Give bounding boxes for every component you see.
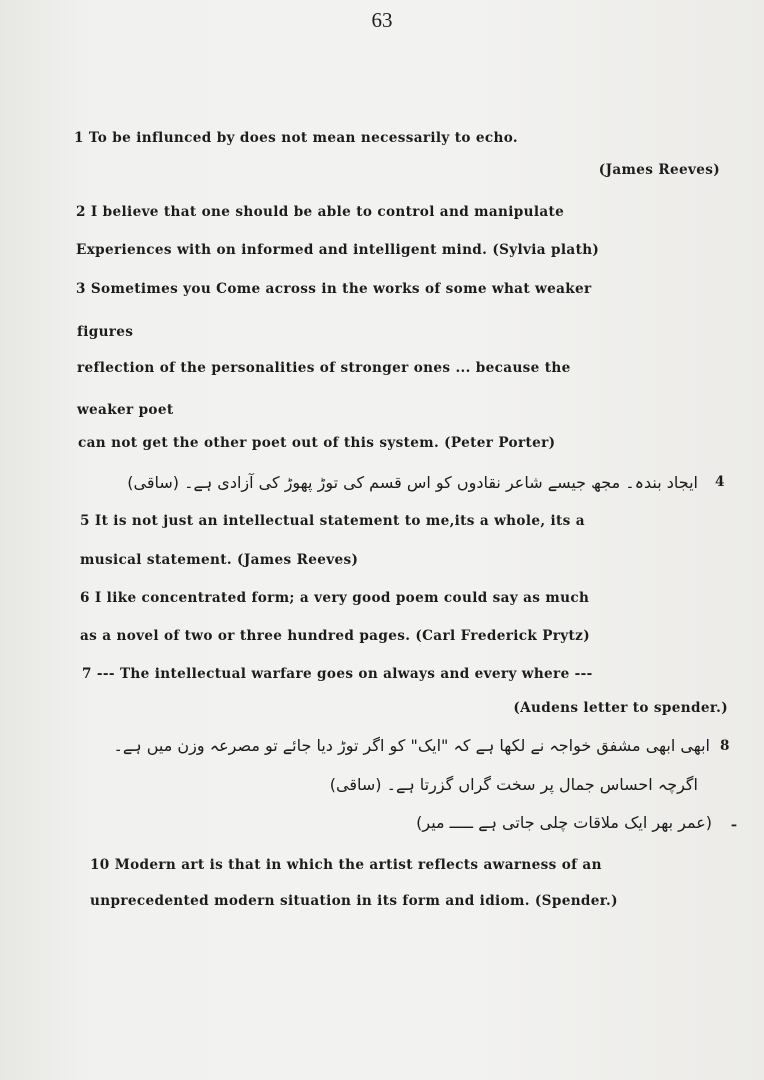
quote-1: 1 To be influnced by does not mean necessarily to echo.: [74, 130, 518, 146]
quote-3-line-1: 3 Sometimes you Come across in the works of some what weaker: [76, 281, 592, 297]
quote-8-urdu-line-1: ابھی ابھی مشفق خواجہ نے لکھا ہے کہ "ایک" کو اگر توڑ دیا جائے تو مصرعہ وزن میں ہے۔: [113, 736, 710, 755]
quote-2-line-1: 2 I believe that one should be able to control and manipulate: [76, 204, 565, 220]
quote-3-line-4: weaker poet: [77, 402, 174, 418]
quote-4-number: 4: [715, 474, 725, 490]
quote-2-line-2: Experiences with on informed and intelligent mind. (Sylvia plath): [76, 242, 600, 258]
quote-9-mark: ـ: [732, 814, 736, 830]
quote-10-line-2: unprecedented modern situation in its form and idiom. (Spender.): [90, 893, 618, 909]
quote-4-urdu: ایجاد بندہ۔ مجھ جیسے شاعر نقادوں کو اس قسم کی توڑ پھوڑ کی آزادی ہے۔ (ساقی): [127, 473, 698, 492]
quote-9-urdu: (عمر بھر ایک ملاقات چلی جاتی ہے ـــــ میر): [416, 813, 712, 832]
quote-8-urdu-line-2: اگرچہ احساس جمال پر سخت گراں گزرتا ہے۔ (ساقی): [329, 775, 698, 794]
quote-3-line-5: can not get the other poet out of this system. (Peter Porter): [78, 435, 556, 451]
quote-8-number: 8: [720, 738, 730, 754]
quote-3-line-2: figures: [77, 324, 134, 340]
quote-7-citation: (Audens letter to spender.): [513, 700, 728, 716]
quote-6-line-2: as a novel of two or three hundred pages. (Carl Frederick Prytz): [80, 628, 591, 644]
quote-3-line-3: reflection of the personalities of stronger ones ... because the: [77, 360, 571, 376]
quote-10-line-1: 10 Modern art is that in which the artist reflects awarness of an: [90, 857, 602, 873]
quote-6-line-1: 6 I like concentrated form; a very good poem could say as much: [80, 590, 590, 606]
quote-1-citation: (James Reeves): [598, 162, 720, 178]
quote-5-line-1: 5 It is not just an intellectual statement to me,its a whole, its a: [80, 513, 585, 529]
quote-5-line-2: musical statement. (James Reeves): [80, 552, 359, 568]
quote-7: 7 --- The intellectual warfare goes on always and every where ---: [82, 666, 593, 682]
page-number: 63: [371, 8, 393, 32]
